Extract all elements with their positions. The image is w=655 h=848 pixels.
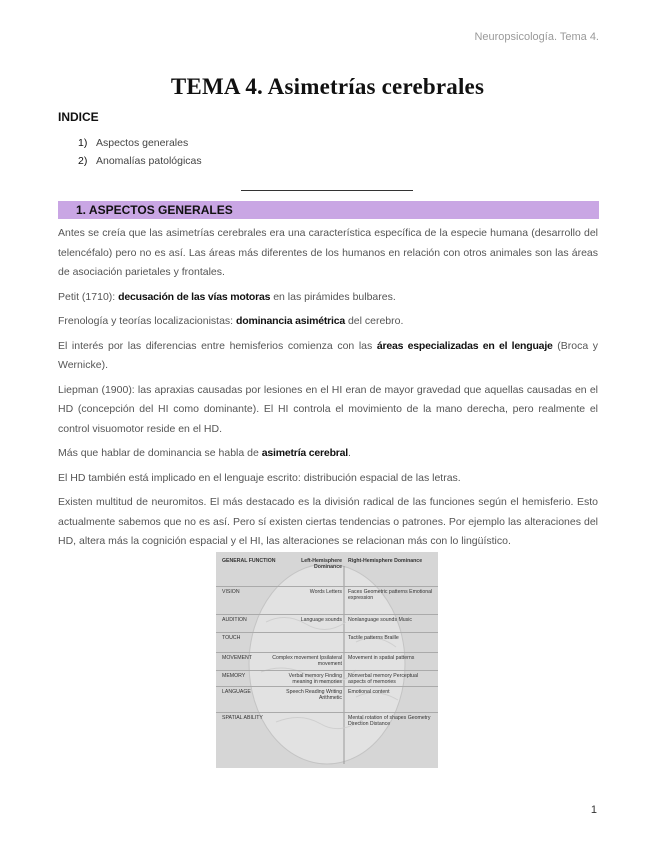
- left-dominance: Words Letters: [309, 589, 342, 595]
- paragraph: [58, 288, 598, 308]
- page-number: 1: [590, 804, 597, 816]
- text: Petit (1710):: [58, 290, 119, 303]
- function-label: SPATIAL ABILITY: [222, 715, 263, 721]
- figure-row: [216, 586, 438, 601]
- text: en las pirámides bulbares.: [270, 290, 396, 303]
- key-term: decusación de las vías motoras: [118, 290, 271, 303]
- figure-row: [216, 614, 438, 623]
- document-title: TEMA 4. Asimetrías cerebrales: [170, 74, 485, 99]
- right-dominance: Emotional content: [348, 689, 390, 695]
- paragraph: [58, 337, 598, 376]
- text: Frenología y teorías localizacionistas:: [58, 315, 237, 327]
- index-heading: INDICE: [58, 110, 99, 124]
- index-item[interactable]: [78, 134, 202, 152]
- running-header: Neuropsicología. Tema 4.: [474, 31, 599, 43]
- function-label: TOUCH: [222, 635, 241, 641]
- index-item-label: Aspectos generales: [96, 137, 189, 149]
- right-dominance: Mental rotation of shapes Geometry Direction Distance: [348, 715, 431, 727]
- paragraph: Antes se creía que las asimetrías cerebrales era una característica específica de la especie humana (desarrollo del telencéfalo) pero no es así. Las áreas más diferentes de los humanos en relación con otros animales son las áreas de asociación parietales y frontales.: [58, 227, 598, 278]
- header-function: GENERAL FUNCTION: [222, 558, 276, 564]
- hemisphere-dominance-figure: [216, 552, 438, 768]
- text: (Broca y Wernicke).: [58, 339, 598, 371]
- function-label: MOVEMENT: [222, 655, 252, 661]
- right-dominance: Tactile patterns Braille: [348, 635, 399, 641]
- index-item[interactable]: [78, 152, 202, 170]
- left-dominance: Complex movement Ipsilateral movement: [272, 655, 342, 667]
- right-dominance: Nonverbal memory Perceptual aspects of memories: [348, 673, 419, 685]
- right-dominance: Movement in spatial patterns: [348, 655, 415, 661]
- index-item-number: 2): [78, 155, 88, 167]
- left-dominance: Language sounds: [300, 617, 342, 623]
- text: El interés por las diferencias entre hemisferios comienza con las: [58, 339, 377, 352]
- separator-line: [241, 190, 413, 191]
- section-body: [58, 224, 598, 557]
- paragraph: El HD también está implicado en el lenguaje escrito: distribución espacial de las letras.: [58, 471, 461, 484]
- section-title: 1. ASPECTOS GENERALES: [76, 203, 233, 217]
- paragraph: Liepman (1900): las apraxias causadas por lesiones en el HI eran de mayor gravedad que aquellas causadas en el HD (concepción del HI como dominante). El HI controla el movimiento de la mano derecha, pero realmente el control visuomotor reside en el HD.: [58, 383, 598, 435]
- function-label: MEMORY: [222, 673, 246, 679]
- function-label: VISION: [222, 589, 240, 595]
- figure-row: [216, 632, 438, 641]
- index-list: [78, 134, 202, 170]
- key-term: asimetría cerebral: [261, 447, 349, 459]
- figure-row: [216, 686, 438, 701]
- section-heading-bar: [58, 201, 599, 219]
- text: .: [348, 447, 351, 459]
- left-dominance: Verbal memory Finding meaning in memories: [288, 673, 342, 685]
- function-label: LANGUAGE: [222, 689, 251, 695]
- figure-row: [216, 670, 438, 685]
- text: del cerebro.: [345, 315, 404, 327]
- header-right: Right-Hemisphere Dominance: [348, 558, 423, 564]
- paragraph: Existen multitud de neuromitos. El más destacado es la división radical de las funciones según el hemisferio. Esto actualmente sabemos que no es así. Pero sí existen ciertas tendencias o patrones. Por ejemplo las alteraciones del HD, altera más la cognición espacial y el HI, las alteraciones se relacionan más con lo lingüístico.: [58, 496, 598, 547]
- figure-row: [216, 712, 438, 727]
- key-term: dominancia asimétrica: [236, 315, 346, 327]
- header-left: Left-Hemisphere Dominance: [301, 558, 342, 570]
- paragraph: [58, 444, 598, 464]
- paragraph: [58, 312, 598, 332]
- index-item-label: Anomalías patológicas: [96, 155, 202, 167]
- right-dominance: Faces Geometric patterns Emotional expression: [348, 589, 433, 601]
- text: Más que hablar de dominancia se habla de: [58, 447, 262, 459]
- figure-row: [216, 652, 438, 667]
- left-dominance: Speech Reading Writing Arithmetic: [286, 689, 342, 701]
- right-dominance: Nonlanguage sounds Music: [348, 617, 413, 623]
- index-item-number: 1): [78, 137, 88, 149]
- function-label: AUDITION: [222, 617, 247, 623]
- key-term: áreas especializadas en el lenguaje: [376, 339, 553, 352]
